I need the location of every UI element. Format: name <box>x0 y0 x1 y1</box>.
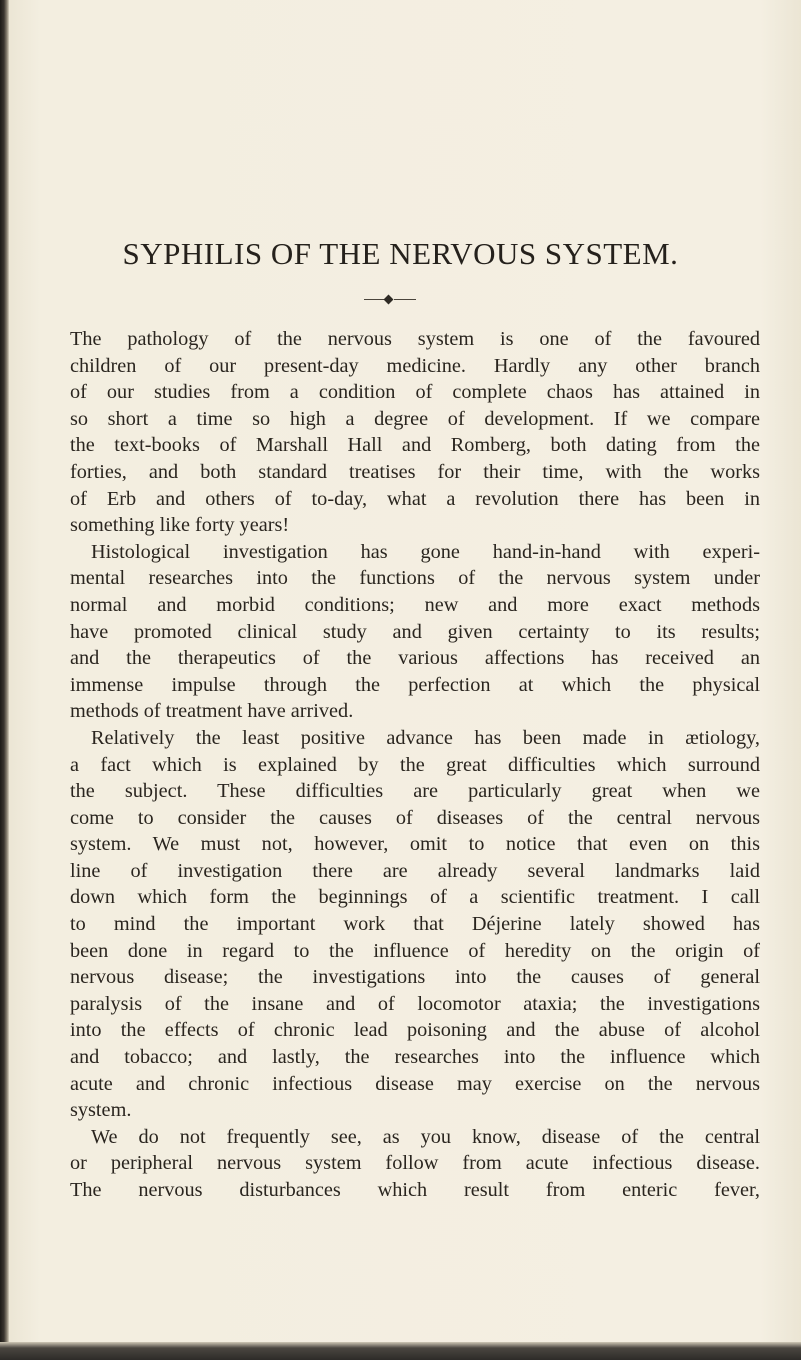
text-line: system. We must not, however, omit to notice that even on this <box>70 833 760 856</box>
divider-rule-left <box>364 299 384 300</box>
text-line: the text-books of Marshall Hall and Romberg, both dating from the <box>70 434 760 457</box>
text-line: of Erb and others of to-day, what a revolution there has been in <box>70 487 760 510</box>
text-line: mental researches into the functions of the nervous system under <box>70 567 760 590</box>
diamond-ornament-icon <box>384 295 394 305</box>
page-bottom-edge <box>0 1342 801 1360</box>
page-title: SYPHILIS OF THE NERVOUS SYSTEM. <box>122 236 679 271</box>
divider-rule-right <box>394 299 416 300</box>
text-line: into the effects of chronic lead poisoning and the abuse of alcohol <box>70 1019 760 1042</box>
text-line: have promoted clinical study and given certainty to its results; <box>70 620 760 643</box>
text-line: something like forty years! <box>70 514 290 537</box>
text-line: children of our present-day medicine. Hardly any other branch <box>70 354 760 377</box>
text-line: Relatively the least positive advance has been made in ætiology, <box>91 726 760 749</box>
body-text <box>70 326 760 1204</box>
text-line: line of investigation there are already several landmarks laid <box>70 859 760 882</box>
text-line: and the therapeutics of the various affections has received an <box>70 647 760 670</box>
text-line: immense impulse through the perfection at which the physical <box>70 673 760 696</box>
text-line: methods of treatment have arrived. <box>70 700 354 723</box>
text-line: to mind the important work that Déjerine lately showed has <box>70 913 760 936</box>
text-line: forties, and both standard treatises for their time, with the works <box>70 460 760 483</box>
text-line: The nervous disturbances which result from enteric fever, <box>70 1179 760 1201</box>
text-line: normal and morbid conditions; new and more exact methods <box>70 593 760 616</box>
text-line: system. <box>70 1099 132 1122</box>
page-binding-edge <box>0 0 9 1360</box>
text-line: the subject. These difficulties are particularly great when we <box>70 780 760 803</box>
text-line: acute and chronic infectious disease may exercise on the nervous <box>70 1072 760 1095</box>
text-line: down which form the beginnings of a scientific treatment. I call <box>70 886 760 909</box>
text-line: been done in regard to the influence of heredity on the origin of <box>70 939 760 962</box>
text-line: paralysis of the insane and of locomotor ataxia; the investigations <box>70 992 760 1015</box>
text-line: The pathology of the nervous system is one of the favoured <box>70 328 760 350</box>
text-line: and tobacco; and lastly, the researches into the influence which <box>70 1046 760 1069</box>
text-line: come to consider the causes of diseases of the central nervous <box>70 806 760 829</box>
text-line: nervous disease; the investigations into the causes of general <box>70 966 760 989</box>
text-line: or peripheral nervous system follow from acute infectious disease. <box>70 1152 760 1175</box>
text-line: We do not frequently see, as you know, disease of the central <box>91 1125 760 1148</box>
text-line: Histological investigation has gone hand-in-hand with experi- <box>91 540 760 563</box>
text-line: a fact which is explained by the great difficulties which surround <box>70 753 760 776</box>
text-line: of our studies from a condition of complete chaos has attained in <box>70 381 760 404</box>
text-line: so short a time so high a degree of development. If we compare <box>70 407 760 430</box>
ornamental-divider <box>364 294 416 306</box>
